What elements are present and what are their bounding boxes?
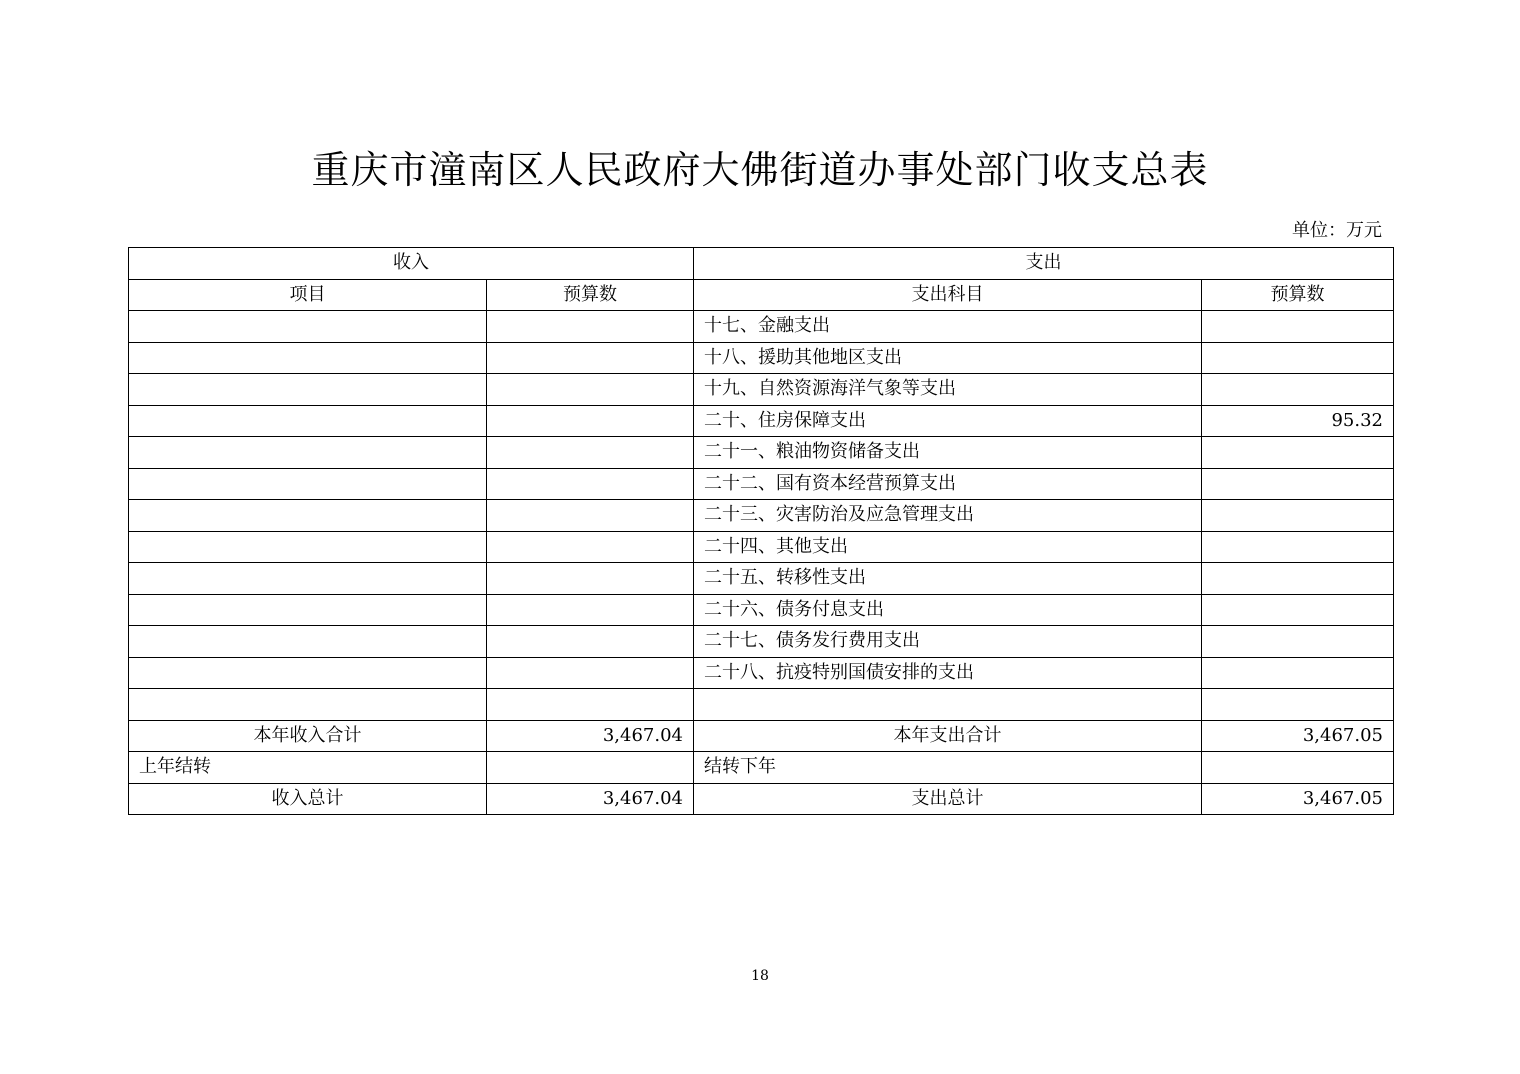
income-item-cell — [129, 311, 487, 343]
carryover-in-label: 上年结转 — [129, 752, 487, 784]
total-exp-value: 3,467.05 — [1202, 783, 1394, 815]
income-budget-cell — [487, 311, 694, 343]
page-number: 18 — [751, 968, 769, 984]
exp-budget-cell — [1202, 342, 1394, 374]
exp-budget-cell — [1202, 657, 1394, 689]
carryover-out-value — [1202, 752, 1394, 784]
income-item-cell — [129, 342, 487, 374]
income-budget-cell — [487, 657, 694, 689]
income-budget-cell — [487, 437, 694, 469]
page-title: 重庆市潼南区人民政府大佛街道办事处部门收支总表 — [311, 148, 1209, 192]
exp-item-cell: 二十四、其他支出 — [694, 531, 1202, 563]
exp-item-cell: 二十三、灾害防治及应急管理支出 — [694, 500, 1202, 532]
carryover-in-value — [487, 752, 694, 784]
income-budget-cell — [487, 468, 694, 500]
total-income-value: 3,467.04 — [487, 783, 694, 815]
table-row — [129, 500, 1394, 532]
exp-budget-cell — [1202, 500, 1394, 532]
table-row — [129, 437, 1394, 469]
income-budget-cell — [487, 374, 694, 406]
carryover-row — [129, 752, 1394, 784]
header-row-group — [129, 248, 1394, 280]
year-income-value: 3,467.04 — [487, 720, 694, 752]
year-income-label: 本年收入合计 — [129, 720, 487, 752]
income-item-cell — [129, 468, 487, 500]
exp-budget-cell — [1202, 374, 1394, 406]
exp-item-cell: 二十七、债务发行费用支出 — [694, 626, 1202, 658]
exp-budget-header: 预算数 — [1202, 279, 1394, 311]
carryover-out-label: 结转下年 — [694, 752, 1202, 784]
exp-item-cell: 二十、住房保障支出 — [694, 405, 1202, 437]
exp-item-cell: 十七、金融支出 — [694, 311, 1202, 343]
total-income-label: 收入总计 — [129, 783, 487, 815]
table-row — [129, 374, 1394, 406]
table-row — [129, 689, 1394, 721]
income-budget-header: 预算数 — [487, 279, 694, 311]
header-row-columns — [129, 279, 1394, 311]
income-header: 收入 — [129, 248, 694, 280]
budget-table — [128, 247, 1394, 815]
exp-item-cell: 二十五、转移性支出 — [694, 563, 1202, 595]
year-exp-value: 3,467.05 — [1202, 720, 1394, 752]
table-row — [129, 468, 1394, 500]
income-item-cell — [129, 374, 487, 406]
exp-budget-cell — [1202, 626, 1394, 658]
exp-item-cell — [694, 689, 1202, 721]
exp-budget-cell — [1202, 311, 1394, 343]
income-item-cell — [129, 405, 487, 437]
income-budget-cell — [487, 531, 694, 563]
exp-budget-cell — [1202, 437, 1394, 469]
exp-item-cell: 二十六、债务付息支出 — [694, 594, 1202, 626]
exp-item-cell: 二十一、粮油物资储备支出 — [694, 437, 1202, 469]
income-item-header: 项目 — [129, 279, 487, 311]
income-item-cell — [129, 437, 487, 469]
table-row — [129, 626, 1394, 658]
grand-total-row — [129, 783, 1394, 815]
income-budget-cell — [487, 594, 694, 626]
income-item-cell — [129, 626, 487, 658]
income-item-cell — [129, 689, 487, 721]
exp-item-cell: 二十八、抗疫特别国债安排的支出 — [694, 657, 1202, 689]
income-budget-cell — [487, 563, 694, 595]
income-budget-cell — [487, 500, 694, 532]
table-row — [129, 342, 1394, 374]
exp-budget-cell — [1202, 689, 1394, 721]
year-total-row — [129, 720, 1394, 752]
total-exp-label: 支出总计 — [694, 783, 1202, 815]
table-row — [129, 531, 1394, 563]
income-item-cell — [129, 563, 487, 595]
income-item-cell — [129, 500, 487, 532]
expenditure-header: 支出 — [694, 248, 1394, 280]
income-budget-cell — [487, 342, 694, 374]
table-row — [129, 657, 1394, 689]
exp-budget-cell — [1202, 594, 1394, 626]
table-row — [129, 563, 1394, 595]
income-item-cell — [129, 531, 487, 563]
table-row — [129, 594, 1394, 626]
year-exp-label: 本年支出合计 — [694, 720, 1202, 752]
exp-item-cell: 二十二、国有资本经营预算支出 — [694, 468, 1202, 500]
exp-budget-cell — [1202, 563, 1394, 595]
unit-label: 单位：万元 — [1292, 220, 1382, 241]
income-item-cell — [129, 657, 487, 689]
table-row — [129, 405, 1394, 437]
exp-item-cell: 十九、自然资源海洋气象等支出 — [694, 374, 1202, 406]
income-budget-cell — [487, 405, 694, 437]
table-row — [129, 311, 1394, 343]
exp-item-header: 支出科目 — [694, 279, 1202, 311]
income-item-cell — [129, 594, 487, 626]
exp-budget-cell — [1202, 468, 1394, 500]
exp-budget-cell: 95.32 — [1202, 405, 1394, 437]
exp-budget-cell — [1202, 531, 1394, 563]
income-budget-cell — [487, 626, 694, 658]
exp-item-cell: 十八、援助其他地区支出 — [694, 342, 1202, 374]
income-budget-cell — [487, 689, 694, 721]
